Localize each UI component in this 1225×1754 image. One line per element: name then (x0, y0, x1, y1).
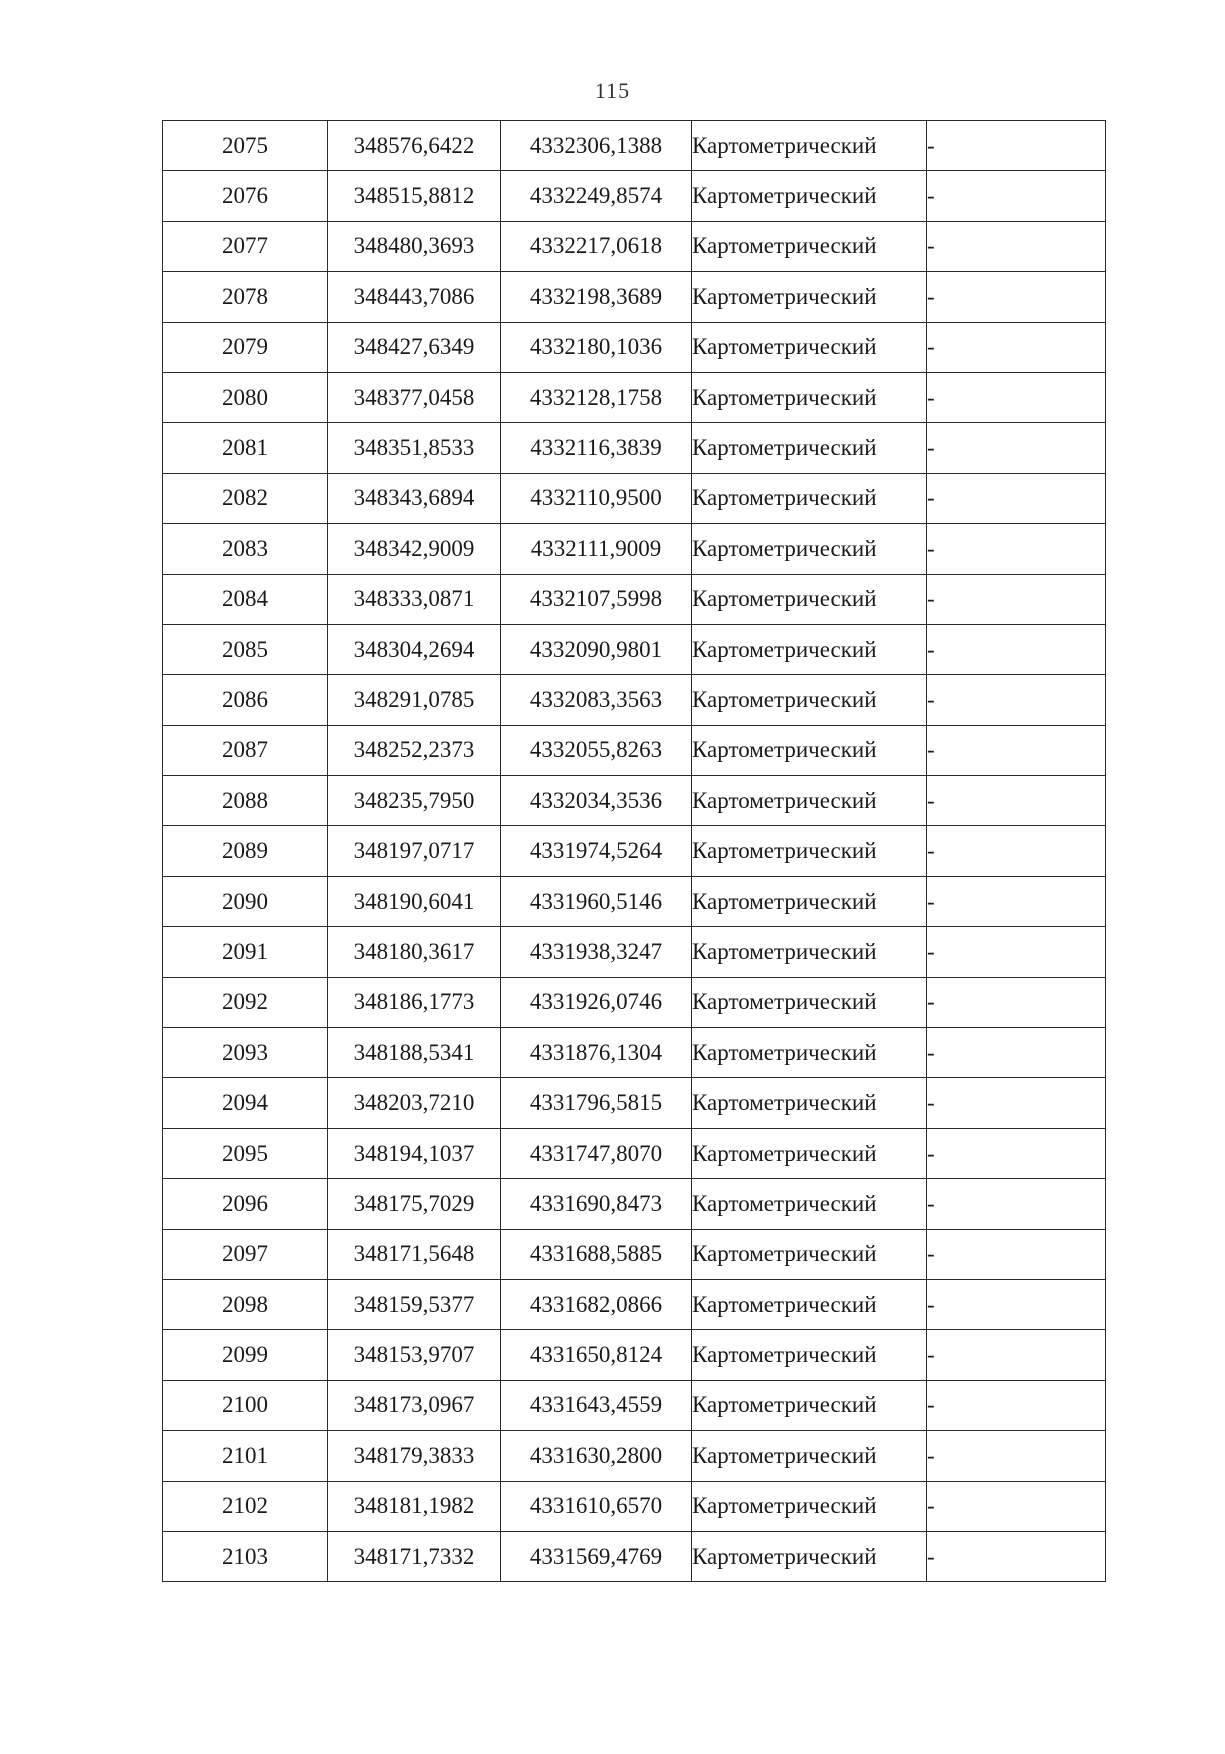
point-number-cell: 2102 (163, 1481, 328, 1531)
x-coordinate-cell: 348427,6349 (328, 322, 501, 372)
note-cell: - (927, 977, 1106, 1027)
table-row (163, 624, 1106, 674)
table-row (163, 1279, 1106, 1329)
table-row (163, 423, 1106, 473)
y-coordinate-cell: 4331974,5264 (501, 826, 692, 876)
table-row (163, 1229, 1106, 1279)
table-row (163, 171, 1106, 221)
method-cell: Картометрический (692, 1481, 927, 1531)
note-cell: - (927, 624, 1106, 674)
point-number-cell: 2080 (163, 372, 328, 422)
note-cell: - (927, 1531, 1106, 1581)
note-cell: - (927, 574, 1106, 624)
method-cell: Картометрический (692, 1179, 927, 1229)
method-cell: Картометрический (692, 927, 927, 977)
y-coordinate-cell: 4332111,9009 (501, 524, 692, 574)
x-coordinate-cell: 348480,3693 (328, 221, 501, 271)
note-cell: - (927, 121, 1106, 171)
y-coordinate-cell: 4331569,4769 (501, 1531, 692, 1581)
point-number-cell: 2075 (163, 121, 328, 171)
note-cell: - (927, 1481, 1106, 1531)
x-coordinate-cell: 348179,3833 (328, 1431, 501, 1481)
x-coordinate-cell: 348377,0458 (328, 372, 501, 422)
method-cell: Картометрический (692, 1128, 927, 1178)
point-number-cell: 2082 (163, 473, 328, 523)
x-coordinate-cell: 348443,7086 (328, 272, 501, 322)
point-number-cell: 2081 (163, 423, 328, 473)
point-number-cell: 2096 (163, 1179, 328, 1229)
y-coordinate-cell: 4331682,0866 (501, 1279, 692, 1329)
note-cell: - (927, 1229, 1106, 1279)
method-cell: Картометрический (692, 1431, 927, 1481)
table-row (163, 1531, 1106, 1581)
y-coordinate-cell: 4331796,5815 (501, 1078, 692, 1128)
method-cell: Картометрический (692, 624, 927, 674)
point-number-cell: 2089 (163, 826, 328, 876)
x-coordinate-cell: 348194,1037 (328, 1128, 501, 1178)
table-row (163, 221, 1106, 271)
x-coordinate-cell: 348190,6041 (328, 876, 501, 926)
x-coordinate-cell: 348342,9009 (328, 524, 501, 574)
table-row (163, 322, 1106, 372)
table-row (163, 725, 1106, 775)
note-cell: - (927, 1431, 1106, 1481)
table-row (163, 927, 1106, 977)
method-cell: Картометрический (692, 826, 927, 876)
method-cell: Картометрический (692, 121, 927, 171)
y-coordinate-cell: 4331876,1304 (501, 1028, 692, 1078)
y-coordinate-cell: 4331610,6570 (501, 1481, 692, 1531)
x-coordinate-cell: 348252,2373 (328, 725, 501, 775)
note-cell: - (927, 1078, 1106, 1128)
y-coordinate-cell: 4332083,3563 (501, 675, 692, 725)
point-number-cell: 2095 (163, 1128, 328, 1178)
note-cell: - (927, 876, 1106, 926)
method-cell: Картометрический (692, 1279, 927, 1329)
point-number-cell: 2103 (163, 1531, 328, 1581)
method-cell: Картометрический (692, 876, 927, 926)
y-coordinate-cell: 4331747,8070 (501, 1128, 692, 1178)
note-cell: - (927, 725, 1106, 775)
x-coordinate-cell: 348159,5377 (328, 1279, 501, 1329)
method-cell: Картометрический (692, 1078, 927, 1128)
point-number-cell: 2086 (163, 675, 328, 725)
point-number-cell: 2084 (163, 574, 328, 624)
method-cell: Картометрический (692, 977, 927, 1027)
y-coordinate-cell: 4332090,9801 (501, 624, 692, 674)
x-coordinate-cell: 348351,8533 (328, 423, 501, 473)
page-number: 115 (594, 78, 631, 103)
point-number-cell: 2100 (163, 1380, 328, 1430)
point-number-cell: 2078 (163, 272, 328, 322)
y-coordinate-cell: 4332116,3839 (501, 423, 692, 473)
table-row (163, 121, 1106, 171)
method-cell: Картометрический (692, 1531, 927, 1581)
y-coordinate-cell: 4332217,0618 (501, 221, 692, 271)
x-coordinate-cell: 348304,2694 (328, 624, 501, 674)
y-coordinate-cell: 4332306,1388 (501, 121, 692, 171)
table-row (163, 524, 1106, 574)
note-cell: - (927, 524, 1106, 574)
method-cell: Картометрический (692, 272, 927, 322)
coordinates-table (162, 120, 1106, 1582)
note-cell: - (927, 171, 1106, 221)
method-cell: Картометрический (692, 221, 927, 271)
x-coordinate-cell: 348186,1773 (328, 977, 501, 1027)
y-coordinate-cell: 4332107,5998 (501, 574, 692, 624)
method-cell: Картометрический (692, 776, 927, 826)
table-row (163, 473, 1106, 523)
y-coordinate-cell: 4332249,8574 (501, 171, 692, 221)
x-coordinate-cell: 348171,7332 (328, 1531, 501, 1581)
method-cell: Картометрический (692, 574, 927, 624)
method-cell: Картометрический (692, 1028, 927, 1078)
note-cell: - (927, 322, 1106, 372)
note-cell: - (927, 272, 1106, 322)
table-row (163, 826, 1106, 876)
note-cell: - (927, 675, 1106, 725)
y-coordinate-cell: 4331938,3247 (501, 927, 692, 977)
x-coordinate-cell: 348203,7210 (328, 1078, 501, 1128)
note-cell: - (927, 221, 1106, 271)
x-coordinate-cell: 348181,1982 (328, 1481, 501, 1531)
method-cell: Картометрический (692, 473, 927, 523)
point-number-cell: 2093 (163, 1028, 328, 1078)
y-coordinate-cell: 4332110,9500 (501, 473, 692, 523)
table-row (163, 876, 1106, 926)
x-coordinate-cell: 348576,6422 (328, 121, 501, 171)
point-number-cell: 2097 (163, 1229, 328, 1279)
note-cell: - (927, 473, 1106, 523)
method-cell: Картометрический (692, 322, 927, 372)
x-coordinate-cell: 348333,0871 (328, 574, 501, 624)
x-coordinate-cell: 348343,6894 (328, 473, 501, 523)
point-number-cell: 2076 (163, 171, 328, 221)
point-number-cell: 2083 (163, 524, 328, 574)
note-cell: - (927, 1128, 1106, 1178)
table-row (163, 574, 1106, 624)
note-cell: - (927, 826, 1106, 876)
table-row (163, 776, 1106, 826)
y-coordinate-cell: 4332198,3689 (501, 272, 692, 322)
point-number-cell: 2091 (163, 927, 328, 977)
table-row (163, 1128, 1106, 1178)
table-row (163, 977, 1106, 1027)
note-cell: - (927, 927, 1106, 977)
table-row (163, 1028, 1106, 1078)
coordinates-table-body (163, 121, 1106, 1582)
y-coordinate-cell: 4332180,1036 (501, 322, 692, 372)
table-row (163, 1179, 1106, 1229)
y-coordinate-cell: 4331960,5146 (501, 876, 692, 926)
table-row (163, 272, 1106, 322)
point-number-cell: 2085 (163, 624, 328, 674)
note-cell: - (927, 1380, 1106, 1430)
method-cell: Картометрический (692, 675, 927, 725)
point-number-cell: 2101 (163, 1431, 328, 1481)
y-coordinate-cell: 4331630,2800 (501, 1431, 692, 1481)
y-coordinate-cell: 4332128,1758 (501, 372, 692, 422)
point-number-cell: 2090 (163, 876, 328, 926)
table-row (163, 1431, 1106, 1481)
point-number-cell: 2088 (163, 776, 328, 826)
x-coordinate-cell: 348180,3617 (328, 927, 501, 977)
x-coordinate-cell: 348171,5648 (328, 1229, 501, 1279)
y-coordinate-cell: 4331643,4559 (501, 1380, 692, 1430)
method-cell: Картометрический (692, 171, 927, 221)
table-row (163, 1330, 1106, 1380)
method-cell: Картометрический (692, 1229, 927, 1279)
table-row (163, 1380, 1106, 1430)
table-row (163, 675, 1106, 725)
method-cell: Картометрический (692, 524, 927, 574)
x-coordinate-cell: 348153,9707 (328, 1330, 501, 1380)
method-cell: Картометрический (692, 1380, 927, 1430)
note-cell: - (927, 1028, 1106, 1078)
method-cell: Картометрический (692, 423, 927, 473)
x-coordinate-cell: 348173,0967 (328, 1380, 501, 1430)
y-coordinate-cell: 4331650,8124 (501, 1330, 692, 1380)
y-coordinate-cell: 4331690,8473 (501, 1179, 692, 1229)
table-row (163, 1481, 1106, 1531)
x-coordinate-cell: 348515,8812 (328, 171, 501, 221)
x-coordinate-cell: 348197,0717 (328, 826, 501, 876)
note-cell: - (927, 1179, 1106, 1229)
method-cell: Картометрический (692, 372, 927, 422)
x-coordinate-cell: 348188,5341 (328, 1028, 501, 1078)
table-row (163, 372, 1106, 422)
point-number-cell: 2079 (163, 322, 328, 372)
note-cell: - (927, 423, 1106, 473)
method-cell: Картометрический (692, 1330, 927, 1380)
y-coordinate-cell: 4331926,0746 (501, 977, 692, 1027)
point-number-cell: 2094 (163, 1078, 328, 1128)
note-cell: - (927, 372, 1106, 422)
point-number-cell: 2087 (163, 725, 328, 775)
note-cell: - (927, 776, 1106, 826)
point-number-cell: 2077 (163, 221, 328, 271)
x-coordinate-cell: 348235,7950 (328, 776, 501, 826)
method-cell: Картометрический (692, 725, 927, 775)
y-coordinate-cell: 4332034,3536 (501, 776, 692, 826)
note-cell: - (927, 1330, 1106, 1380)
x-coordinate-cell: 348175,7029 (328, 1179, 501, 1229)
x-coordinate-cell: 348291,0785 (328, 675, 501, 725)
table-row (163, 1078, 1106, 1128)
point-number-cell: 2099 (163, 1330, 328, 1380)
point-number-cell: 2092 (163, 977, 328, 1027)
y-coordinate-cell: 4332055,8263 (501, 725, 692, 775)
note-cell: - (927, 1279, 1106, 1329)
y-coordinate-cell: 4331688,5885 (501, 1229, 692, 1279)
point-number-cell: 2098 (163, 1279, 328, 1329)
